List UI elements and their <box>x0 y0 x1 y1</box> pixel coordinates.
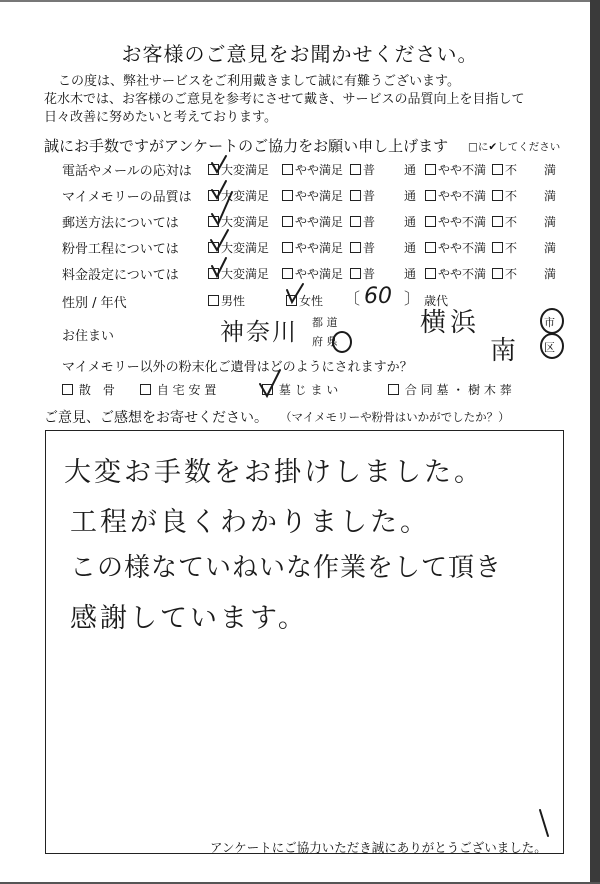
home-label: 自 宅 安 置 <box>156 383 217 397</box>
rating-option[interactable] <box>282 239 343 256</box>
rating-option[interactable] <box>282 265 343 282</box>
rating-checkbox[interactable] <box>350 242 361 253</box>
rating-checkbox[interactable] <box>350 164 361 175</box>
rating-option-label: やや満足 <box>295 215 344 229</box>
rating-option[interactable] <box>492 265 517 282</box>
rating-checkbox[interactable] <box>425 190 436 201</box>
gender-age-label: 性別 / 年代 <box>62 296 127 311</box>
female-checkbox[interactable] <box>286 295 297 306</box>
rating-option-label: やや満足 <box>295 267 344 281</box>
rating-option-label: 普 <box>363 241 376 255</box>
rating-option-label: 普 <box>363 189 376 203</box>
rating-option[interactable] <box>208 187 269 204</box>
rating-checkbox[interactable] <box>425 268 436 279</box>
age-value[interactable]: 60 <box>364 284 392 309</box>
rating-checkbox[interactable] <box>350 216 361 227</box>
comment-line-1: 大変お手数をお掛けしました。 <box>64 457 484 488</box>
rating-option <box>544 161 556 178</box>
rating-checkbox[interactable] <box>282 190 293 201</box>
rating-option[interactable] <box>350 239 375 256</box>
rating-option-label: 大変満足 <box>221 215 270 229</box>
rating-option-label: 満 <box>544 215 557 229</box>
rating-option[interactable] <box>425 161 486 178</box>
rating-option-label: 大変満足 <box>221 267 270 281</box>
age-unit: 歳代 <box>424 294 449 308</box>
rating-option[interactable] <box>492 213 517 230</box>
rating-option-label: やや不満 <box>438 189 487 203</box>
rating-option-label: 満 <box>544 189 557 203</box>
remains-question: マイメモリー以外の粉末化ご遺骨はどのようにされますか？ <box>62 360 413 375</box>
rating-option[interactable] <box>208 265 269 282</box>
age-bracket-open: 〔 <box>344 289 361 308</box>
remains-option-home[interactable] <box>140 381 216 398</box>
question-label: 粉骨工程については <box>62 242 179 257</box>
rating-checkbox[interactable] <box>350 190 361 201</box>
rating-option <box>544 265 556 282</box>
rating-option[interactable] <box>208 161 269 178</box>
rating-checkbox[interactable] <box>425 164 436 175</box>
rating-option[interactable] <box>425 239 486 256</box>
rating-option[interactable] <box>282 213 343 230</box>
gender-female-option[interactable] <box>286 292 323 309</box>
prefecture-handwritten[interactable]: 神奈川 <box>220 318 298 346</box>
rating-checkbox[interactable] <box>492 190 503 201</box>
rating-option-label: 普 <box>363 163 376 177</box>
rating-checkbox[interactable] <box>208 216 219 227</box>
rating-option-label: やや不満 <box>438 267 487 281</box>
rating-option-label: 通 <box>404 163 417 177</box>
rating-option-label: 満 <box>544 241 557 255</box>
rating-option-label: やや満足 <box>295 189 344 203</box>
question-label: 郵送方法については <box>62 216 179 231</box>
remains-option-grave-closure[interactable] <box>262 381 338 398</box>
pref-suffix-bottom: 府 県 <box>312 335 338 348</box>
rating-option[interactable] <box>282 187 343 204</box>
rating-checkbox[interactable] <box>282 268 293 279</box>
rating-option-label: 普 <box>363 215 376 229</box>
home-checkbox[interactable] <box>140 384 151 395</box>
rating-option <box>404 239 416 256</box>
rating-option-label: 普 <box>363 267 376 281</box>
rating-option[interactable] <box>208 239 269 256</box>
rating-checkbox[interactable] <box>350 268 361 279</box>
rating-option-label: 通 <box>404 215 417 229</box>
rating-option[interactable] <box>350 213 375 230</box>
question-label: 電話やメールの応対は <box>62 164 192 179</box>
rating-checkbox[interactable] <box>208 164 219 175</box>
survey-request: 誠にお手数ですがアンケートのご協力をお願い申し上げます <box>44 137 449 155</box>
rating-option-label: 満 <box>544 163 557 177</box>
question-label: 料金設定については <box>62 268 179 283</box>
rating-option[interactable] <box>350 161 375 178</box>
scan-right-edge <box>590 0 600 884</box>
address-label: お住まい <box>62 329 115 344</box>
rating-checkbox[interactable] <box>208 190 219 201</box>
rating-option-label: 通 <box>404 267 417 281</box>
rating-option[interactable] <box>492 239 517 256</box>
rating-option <box>544 213 556 230</box>
rating-checkbox[interactable] <box>492 216 503 227</box>
rating-checkbox[interactable] <box>282 242 293 253</box>
rating-option-label: 満 <box>544 267 557 281</box>
male-checkbox[interactable] <box>208 295 219 306</box>
rating-option[interactable] <box>350 187 375 204</box>
rating-checkbox[interactable] <box>282 164 293 175</box>
comment-line-2: 工程が良くわかりました。 <box>70 507 430 538</box>
rating-option-label: やや満足 <box>295 241 344 255</box>
rating-option[interactable] <box>350 265 375 282</box>
city-suffix-top: 市 <box>544 316 555 329</box>
rating-option-label: 大変満足 <box>221 163 270 177</box>
scatter-label: 散 骨 <box>78 383 115 397</box>
comment-box[interactable] <box>45 430 564 854</box>
question-label: マイメモリーの品質は <box>62 190 192 205</box>
rating-checkbox[interactable] <box>492 268 503 279</box>
rating-option-label: 大変満足 <box>221 241 270 255</box>
grave-closure-checkbox[interactable] <box>262 384 273 395</box>
rating-option <box>404 265 416 282</box>
scatter-checkbox[interactable] <box>62 384 73 395</box>
rating-option[interactable] <box>208 213 269 230</box>
remains-option-scatter[interactable] <box>62 381 115 398</box>
rating-option <box>544 187 556 204</box>
ward-handwritten[interactable]: 南 <box>490 336 517 366</box>
rating-checkbox[interactable] <box>425 242 436 253</box>
check-instruction: □に✔してください <box>468 141 561 153</box>
rating-option[interactable] <box>425 213 486 230</box>
rating-checkbox[interactable] <box>208 242 219 253</box>
rating-option-label: 大変満足 <box>221 189 270 203</box>
gender-male-option[interactable] <box>208 292 245 309</box>
rating-option[interactable] <box>425 265 486 282</box>
joint-grave-checkbox[interactable] <box>388 384 399 395</box>
rating-option <box>404 161 416 178</box>
grave-closure-label: 墓 じ ま い <box>278 383 339 397</box>
rating-option <box>544 239 556 256</box>
rating-checkbox[interactable] <box>425 216 436 227</box>
scan-top-edge <box>0 0 600 2</box>
rating-option-label: やや満足 <box>295 163 344 177</box>
age-bracket-close: 〕 <box>404 289 421 308</box>
female-label: 女性 <box>299 294 324 308</box>
rating-option[interactable] <box>282 161 343 178</box>
rating-option-label: 不 <box>505 267 518 281</box>
rating-checkbox[interactable] <box>208 268 219 279</box>
remains-option-joint-grave[interactable] <box>388 381 512 398</box>
comment-line-4: 感謝しています。 <box>70 603 308 634</box>
rating-option-label: 通 <box>404 189 417 203</box>
joint-grave-label: 合 同 墓 ・ 樹 木 葬 <box>404 383 512 397</box>
closing-message: アンケートにご協力いただき誠にありがとうございました。 <box>210 840 547 855</box>
city-handwritten[interactable]: 横浜 <box>420 308 481 338</box>
rating-option <box>404 213 416 230</box>
male-label: 男性 <box>221 294 246 308</box>
rating-option[interactable] <box>425 187 486 204</box>
intro-line-1: この度は、弊社サービスをご利用戴きまして誠に有難うございます。 <box>58 74 460 89</box>
rating-option-label: やや不満 <box>438 241 487 255</box>
page-title: お客様のご意見をお聞かせください。 <box>121 42 479 66</box>
comment-line-3: この様なていねいな作業をして頂き <box>70 553 503 583</box>
rating-option-label: やや不満 <box>438 215 487 229</box>
rating-checkbox[interactable] <box>492 164 503 175</box>
rating-option-label: 不 <box>505 189 518 203</box>
intro-line-3: 日々改善に努めたいと考えております。 <box>44 110 277 125</box>
rating-option <box>404 187 416 204</box>
rating-checkbox[interactable] <box>492 242 503 253</box>
rating-option-label: 不 <box>505 241 518 255</box>
comment-subheading: （マイメモリーや粉骨はいかがでしたか？） <box>280 410 510 424</box>
city-suffix-bottom: 区 <box>544 341 555 354</box>
rating-option-label: 不 <box>505 163 518 177</box>
rating-option-label: やや不満 <box>438 163 487 177</box>
pref-suffix-top: 都 道 <box>312 316 338 329</box>
rating-option-label: 通 <box>404 241 417 255</box>
comment-heading: ご意見、ご感想をお寄せください。 <box>44 410 268 426</box>
rating-option-label: 不 <box>505 215 518 229</box>
rating-option[interactable] <box>492 187 517 204</box>
rating-option[interactable] <box>492 161 517 178</box>
rating-checkbox[interactable] <box>282 216 293 227</box>
intro-line-2: 花水木では、お客様のご意見を参考にさせて戴き、サービスの品質向上を目指して <box>44 92 525 107</box>
